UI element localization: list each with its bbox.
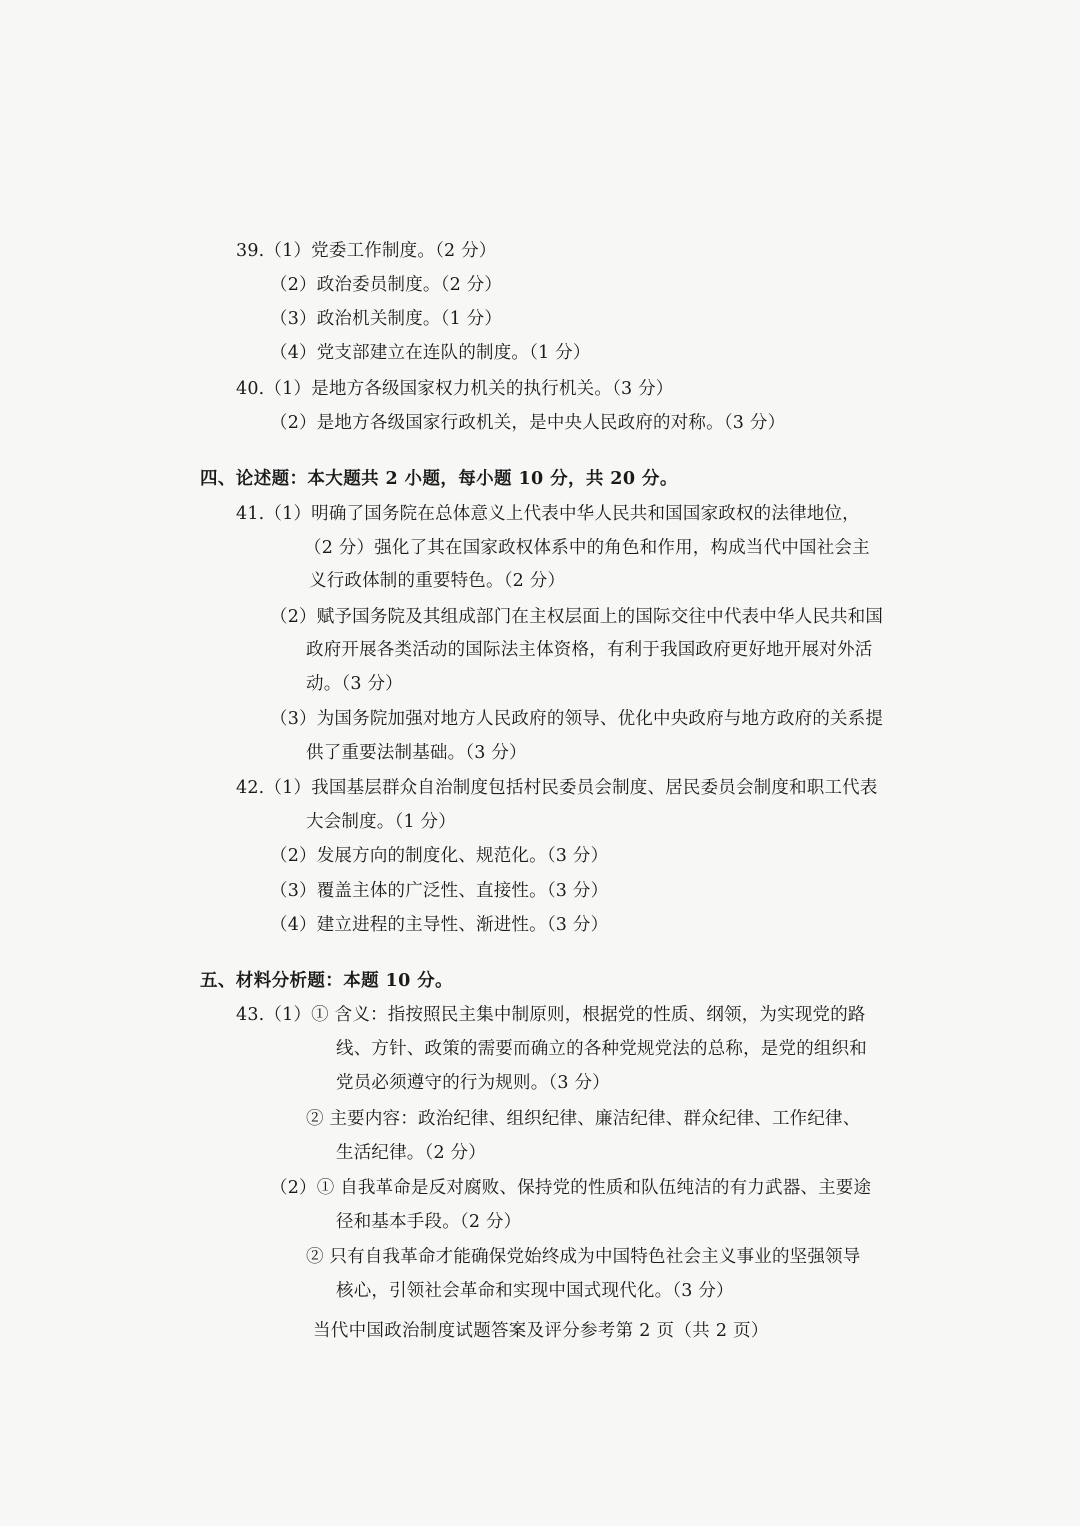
q41-p1-line-1: 41.（1）明确了国务院在总体意义上代表中华人民共和国国家政权的法律地位， (236, 504, 860, 524)
q43-a2-line-1: ② 主要内容：政治纪律、组织纪律、廉洁纪律、群众纪律、工作纪律、 (306, 1109, 861, 1129)
q43-a2-line-2: 生活纪律。（2 分） (336, 1143, 486, 1163)
q39-item-2: （2）政治委员制度。（2 分） (270, 275, 503, 295)
q42-p3: （3）覆盖主体的广泛性、直接性。（3 分） (270, 881, 609, 901)
q39-item-3: （3）政治机关制度。（1 分） (270, 309, 503, 329)
q40-item-2: （2）是地方各级国家行政机关，是中央人民政府的对称。（3 分） (270, 413, 786, 433)
q41-p1-line-2: （2 分）强化了其在国家政权体系中的角色和作用，构成当代中国社会主 (304, 538, 870, 558)
section-5-heading: 五、材料分析题：本题 10 分。 (200, 971, 453, 991)
q43-b2-line-2: 核心，引领社会革命和实现中国式现代化。（3 分） (336, 1281, 734, 1301)
q41-p2-line-1: （2）赋予国务院及其组成部门在主权层面上的国际交往中代表中华人民共和国 (270, 607, 884, 627)
q41-p2-line-2: 政府开展各类活动的国际法主体资格，有利于我国政府更好地开展对外活 (306, 640, 873, 660)
q43-a1-line-3: 党员必须遵守的行为规则。（3 分） (336, 1073, 610, 1093)
q41-p3-line-1: （3）为国务院加强对地方人民政府的领导、优化中央政府与地方政府的关系提 (270, 709, 884, 729)
page-footer: 当代中国政治制度试题答案及评分参考第 2 页（共 2 页） (313, 1321, 769, 1341)
q42-p1-line-2: 大会制度。（1 分） (306, 812, 456, 832)
q43-a1-line-1: 43.（1）① 含义：指按照民主集中制原则，根据党的性质、纲领，为实现党的路 (236, 1005, 866, 1025)
q43-b1-line-2: 径和基本手段。（2 分） (336, 1212, 522, 1232)
q43-b1-line-1: （2）① 自我革命是反对腐败、保持党的性质和队伍纯洁的有力武器、主要途 (270, 1178, 872, 1198)
q41-p2-line-3: 动。（3 分） (306, 674, 403, 694)
q42-p4: （4）建立进程的主导性、渐进性。（3 分） (270, 915, 609, 935)
q41-p1-line-3: 义行政体制的重要特色。（2 分） (309, 571, 566, 591)
q43-b2-line-1: ② 只有自我革命才能确保党始终成为中国特色社会主义事业的坚强领导 (306, 1247, 861, 1267)
q39-item-4: （4）党支部建立在连队的制度。（1 分） (270, 343, 591, 363)
section-4-heading: 四、论述题：本大题共 2 小题，每小题 10 分，共 20 分。 (200, 469, 678, 489)
q42-p2: （2）发展方向的制度化、规范化。（3 分） (270, 846, 609, 866)
q41-p3-line-2: 供了重要法制基础。（3 分） (306, 743, 527, 763)
q39-item-1: 39.（1）党委工作制度。（2 分） (236, 241, 497, 261)
q43-a1-line-2: 线、方针、政策的需要而确立的各种党规党法的总称，是党的组织和 (336, 1039, 867, 1059)
q40-item-1: 40.（1）是地方各级国家权力机关的执行机关。（3 分） (236, 379, 674, 399)
q42-p1-line-1: 42.（1）我国基层群众自治制度包括村民委员会制度、居民委员会制度和职工代表 (236, 778, 878, 798)
